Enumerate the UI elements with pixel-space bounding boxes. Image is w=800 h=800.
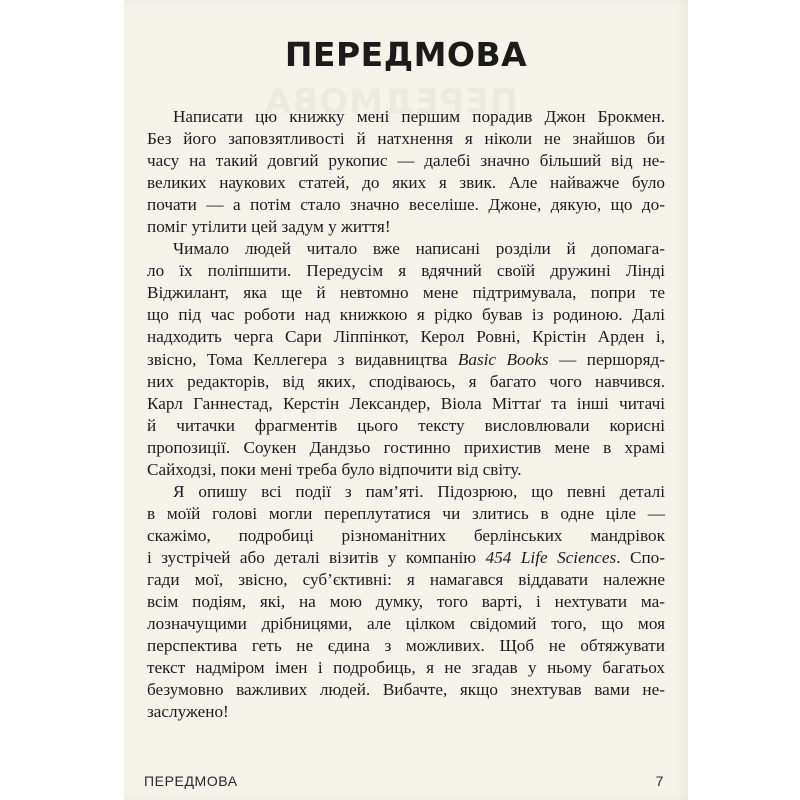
italic-term: 454 Life Sciences [485,547,617,567]
text-line: них редакторів, від яких, сподіваюсь, я багато чого навчився. [147,371,665,391]
book-page [124,0,688,800]
text-line: звісно, Тома Келлегера з видавництва Basic Books — першоряд- [147,349,665,369]
text-line: Чимало людей читало вже написані розділи й допомага- [173,239,665,259]
text-line: всім подіям, які, на мою думку, того варті, і нехтувати ма- [147,592,665,612]
text-line: текст надміром імен і подробиць, я не згадав у ньому багатьох [147,658,665,678]
chapter-title: ПЕРЕДМОВА [284,35,528,74]
text-line: скажімо, подробиці різноманітних берлінських мандрівок [147,525,665,545]
text-line: Віджилант, яка ще й невтомно мене підтримувала, попри те [147,283,665,303]
text-line: пропозиції. Соукен Дандзьо гостинно прихистив мене в храмі [147,437,665,457]
text-line: в моїй голові могли переплутатися чи злитись в одне ціле — [147,503,665,523]
italic-term: Basic Books [457,349,549,369]
running-head: ПЕРЕДМОВА [144,773,238,789]
text-line: Без його заповзятливості й натхнення я ніколи не знайшов би [147,129,665,149]
text-line: лозначущими дрібницями, але цілком свідомий того, що моя [147,614,665,634]
text-line: гади мої, звісно, суб’єктивні: я намагався віддавати належне [147,569,665,589]
text-line: поміг утілити цей задум у життя! [147,217,391,237]
text-line: перспектива геть не єдина з можливих. Щоб не обтяжувати [147,636,665,656]
page-number: 7 [655,773,664,789]
text-line: безумовно важливих людей. Вибачте, якщо знехтував вами не- [147,680,665,700]
text-line: Карл Ганнестад, Керстін Лександер, Віола Міттаґ та інші читачі [147,393,665,413]
body-text [147,106,665,723]
text-line: надходить черга Сари Ліппінкот, Керол Ровні, Крістін Арден і, [147,327,665,347]
text-line: почати — а потім стало значно веселіше. Джоне, дякую, що до- [147,195,665,215]
text-line: Сайходзі, поки мені треба було відпочити від світу. [147,459,522,479]
text-line: що під час роботи над книжкою я рідко бував із родиною. Далі [147,305,665,325]
text-line: Я опишу всі події з пам’яті. Підозрюю, що певні деталі [173,481,665,501]
text-line: великих наукових статей, до яких я звик. Але найважче було [147,173,665,193]
text-line: Написати цю книжку мені першим порадив Джон Брокмен. [173,107,665,126]
text-line: заслужено! [147,702,229,722]
text-line: й читачки фрагментів цього тексту висловлювали корисні [147,415,665,435]
text-line: і зустрічей або деталі візитів у компанію 454 Life Sciences. Спо- [147,547,665,567]
text-line: ло їх поліпшити. Передусім я вдячний своїй дружині Лінді [147,261,665,281]
text-line: часу на такий довгий рукопис — далебі значно більший від не- [147,151,665,171]
